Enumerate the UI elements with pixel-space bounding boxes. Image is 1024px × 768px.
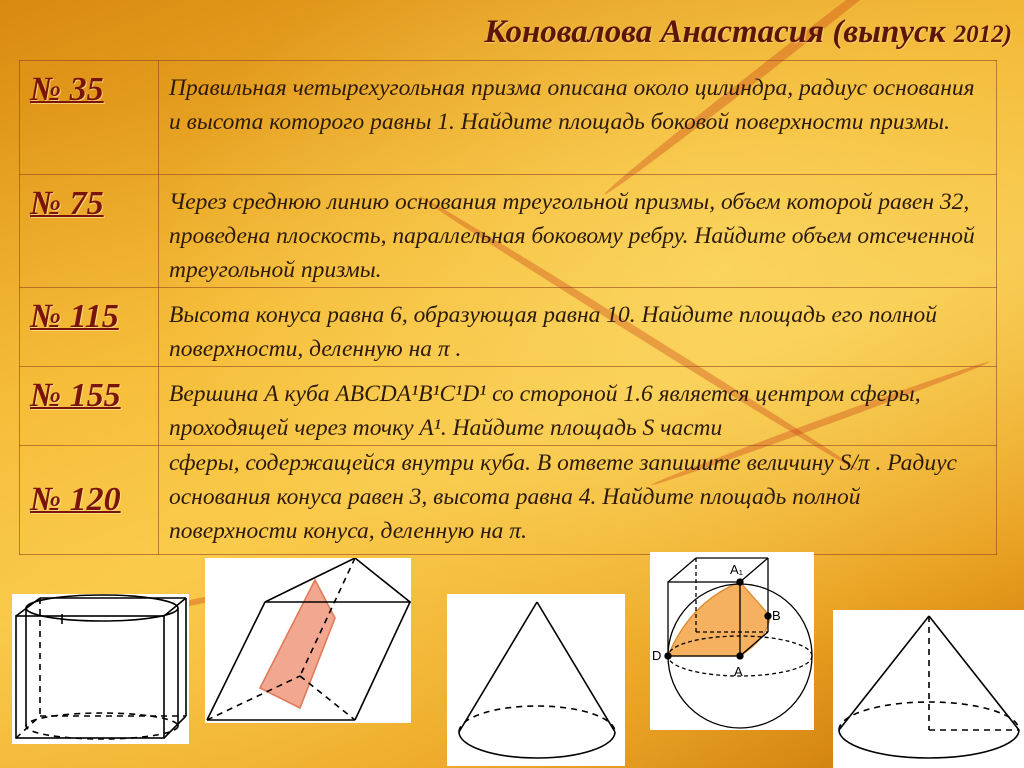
task-number-cell: [20, 288, 159, 367]
triangular-prism-drawing: [205, 558, 411, 723]
cone-figure: [447, 594, 625, 766]
task-number-cell: [20, 61, 159, 175]
task-text: Через среднюю линию основания треугольной призмы, объем которой равен 32, проведена плоскость, параллельная боковому ребру. Найдите объем отсеченной треугольной призмы.: [159, 175, 997, 288]
label-a: A: [734, 664, 743, 679]
task-text: Вершина А куба ABCDA¹B¹C¹D¹ со стороной 1.6 является центром сферы, проходящей через точку А¹. Найдите площадь S части: [159, 367, 997, 446]
cube-sphere-figure: [650, 552, 814, 730]
table-row: [20, 367, 997, 446]
table-row: [20, 175, 997, 288]
cone-drawing: [447, 594, 625, 766]
title-text: Коновалова Анастасия (выпуск: [484, 14, 954, 50]
label-d: D: [652, 648, 662, 663]
task-text: Высота конуса равна 6, образующая равна 10. Найдите площадь его полной поверхности, деленную на π .: [159, 288, 997, 367]
task-number[interactable]: № 35: [30, 71, 104, 108]
title-year: 2012): [953, 21, 1012, 48]
task-number[interactable]: № 75: [30, 185, 104, 222]
task-number[interactable]: № 115: [30, 298, 119, 335]
table-row: [20, 61, 997, 175]
task-number-cell: [20, 175, 159, 288]
label-a1: A₁: [730, 562, 744, 577]
cone-radius-drawing: [833, 610, 1024, 768]
cube-sphere-drawing: [650, 552, 814, 730]
triangular-prism-figure: [205, 558, 411, 723]
table-row: [20, 446, 997, 555]
task-number-cell: [20, 446, 159, 555]
cone-radius-figure: [833, 610, 1024, 768]
tasks-table: [19, 60, 997, 555]
task-number-cell: [20, 367, 159, 446]
page-title: [484, 14, 1012, 51]
table-row: [20, 288, 997, 367]
task-number[interactable]: № 120: [30, 481, 121, 518]
task-number[interactable]: № 155: [30, 377, 121, 414]
cylinder-in-prism-figure: [12, 594, 189, 744]
task-text: Правильная четырехугольная призма описана около цилиндра, радиус основания и высота которого равны 1. Найдите площадь боковой поверхности призмы.: [159, 61, 997, 175]
cylinder-in-prism-drawing: [12, 594, 189, 744]
task-text: сферы, содержащейся внутри куба. В ответе запишите величину S/π . Радиус основания конуса равен 3, высота равна 4. Найдите площадь полной поверхности конуса, деленную на π.: [159, 446, 997, 555]
label-b: B: [772, 608, 781, 623]
